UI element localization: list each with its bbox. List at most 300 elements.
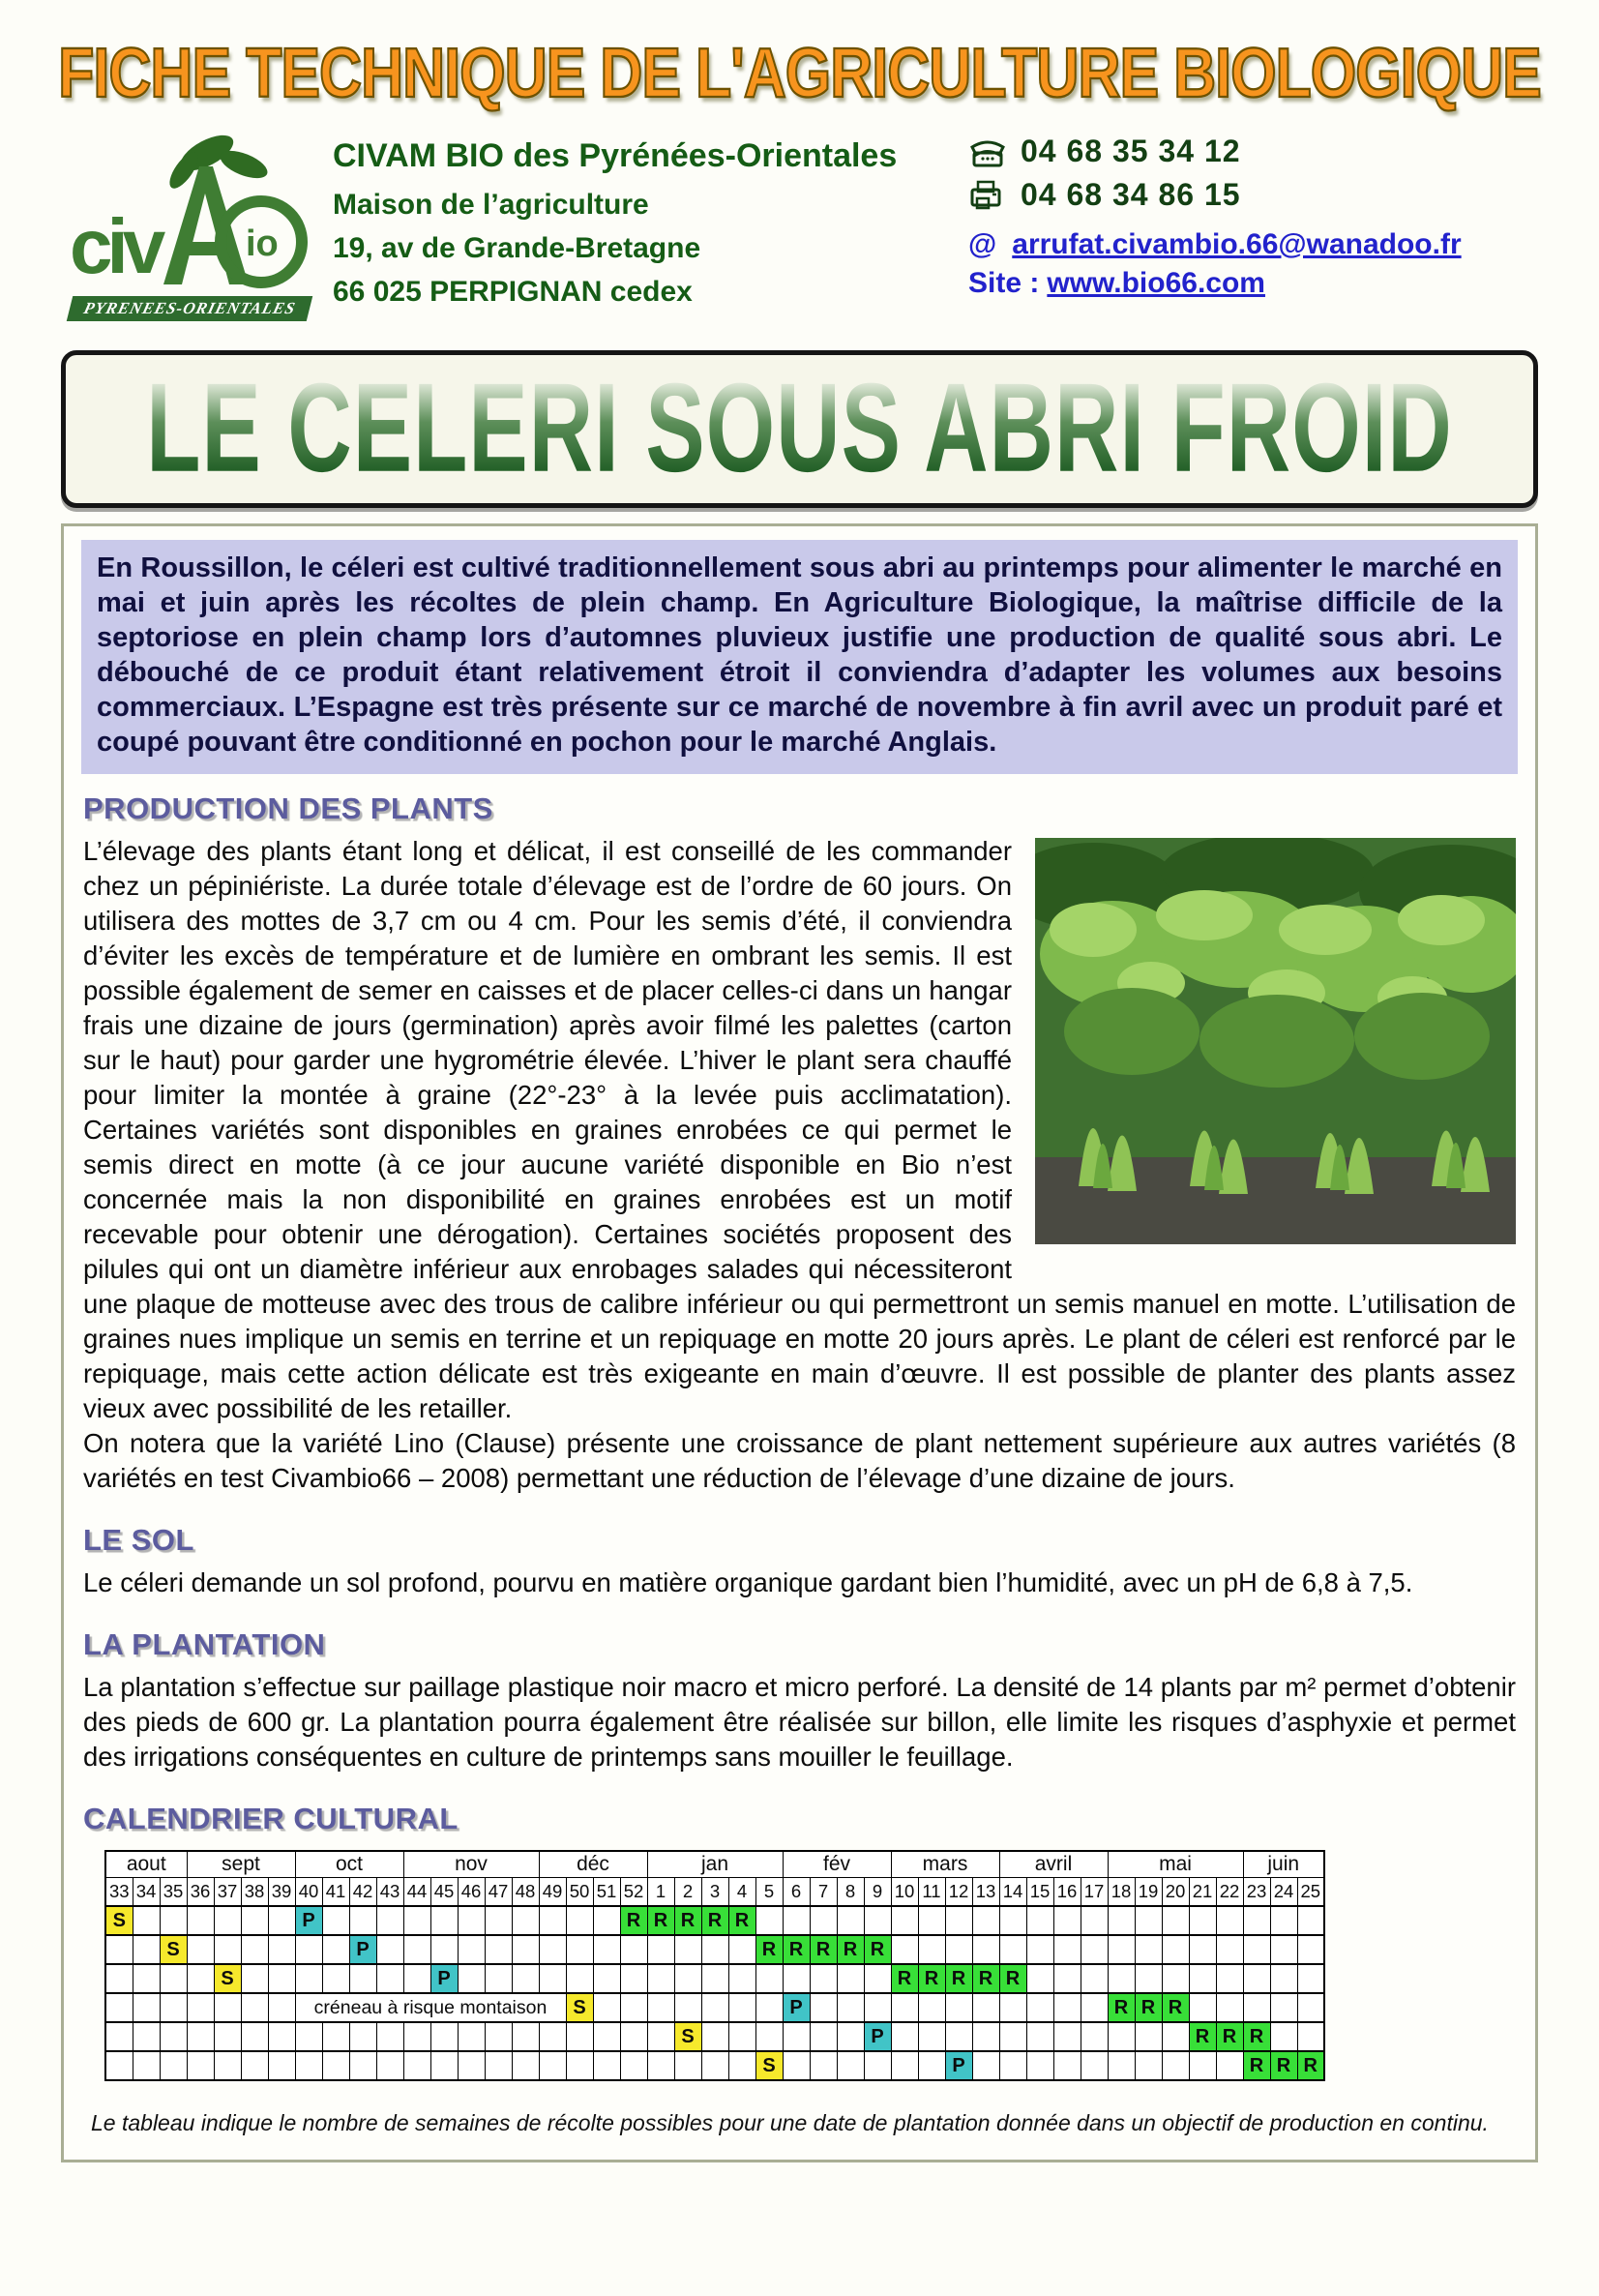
calendar-week-16: 16: [1053, 1877, 1081, 1906]
calendar-cell-r1-w7: [810, 1906, 837, 1935]
calendar-cell-r4-w7: [810, 1993, 837, 2022]
calendar-cell-r1-w41: [322, 1906, 349, 1935]
logo-region-label: PYRENEES-ORIENTALES: [67, 296, 312, 321]
calendar-month-fév: fév: [783, 1851, 891, 1877]
calendar-cell-r2-w6: R: [783, 1935, 810, 1964]
calendar-cell-r5-w16: [1053, 2022, 1081, 2051]
phone-line: [968, 134, 1529, 169]
calendar-week-38: 38: [241, 1877, 268, 1906]
calendar-cell-r2-w41: [322, 1935, 349, 1964]
calendar-cell-r2-w44: [403, 1935, 430, 1964]
calendar-cell-r1-w16: [1053, 1906, 1081, 1935]
calendar-month-mai: mai: [1108, 1851, 1243, 1877]
calendar-cell-r2-w37: [214, 1935, 241, 1964]
calendar-cell-r2-w10: [891, 1935, 918, 1964]
calendar-cell-r4-w11: [918, 1993, 945, 2022]
calendar-month-oct: oct: [295, 1851, 403, 1877]
calendar-cell-r6-w42: [349, 2051, 376, 2080]
calendar-cell-r2-w45: [430, 1935, 458, 1964]
calendar-cell-r2-w13: [972, 1935, 999, 1964]
calendar-cell-r6-w7: [810, 2051, 837, 2080]
calendar-cell-r5-w19: [1135, 2022, 1162, 2051]
calendar-cell-r5-w11: [918, 2022, 945, 2051]
calendar-cell-r5-w51: [593, 2022, 620, 2051]
org-address-line3: 66 025 PERPIGNAN cedex: [333, 276, 693, 308]
calendar-cell-r4-w18: R: [1108, 1993, 1135, 2022]
calendar-week-1: 1: [647, 1877, 674, 1906]
calendar-week-2: 2: [674, 1877, 701, 1906]
calendar-cell-r4-w23: [1243, 1993, 1270, 2022]
calendar-cell-r2-w36: [187, 1935, 214, 1964]
calendar-cell-r5-w10: [891, 2022, 918, 2051]
calendar-cell-r3-w1: [647, 1964, 674, 1993]
calendar-cell-r2-w22: [1216, 1935, 1243, 1964]
calendar-week-36: 36: [187, 1877, 214, 1906]
calendar-cell-r3-w25: [1297, 1964, 1324, 1993]
calendar-cell-r2-w20: [1162, 1935, 1189, 1964]
calendar-cell-r1-w4: R: [728, 1906, 755, 1935]
calendar-cell-r2-w34: [133, 1935, 160, 1964]
calendar-week-11: 11: [918, 1877, 945, 1906]
org-info: [333, 128, 897, 321]
calendar-cell-r3-w14: R: [999, 1964, 1026, 1993]
calendar-cell-r3-w43: [376, 1964, 403, 1993]
plantation-body: La plantation s’effectue sur paillage plastique noir macro et micro perforé. La densité de 14 plants par m² permet d’obtenir des pieds de 600 gr. La plantation pourra également être réalisée sur billon, elle limite les risques d’asphyxie et permet des irrigations conséquentes en culture de printemps sans mouiller le feuillage.: [83, 1672, 1516, 1773]
calendar-cell-r6-w15: [1026, 2051, 1053, 2080]
fax-line: [968, 177, 1529, 213]
calendar-cell-r6-w36: [187, 2051, 214, 2080]
calendar-cell-r6-w16: [1053, 2051, 1081, 2080]
calendar-cell-r1-w39: [268, 1906, 295, 1935]
calendar-cell-r3-w40: [295, 1964, 322, 1993]
calendar-cell-r3-w4: [728, 1964, 755, 1993]
document-title: LE CELERI SOUS ABRI FROID: [146, 357, 1453, 501]
calendar-cell-r6-w50: [566, 2051, 593, 2080]
production-para2: On notera que la variété Lino (Clause) présente une croissance de plant nettement supérieure aux autres variétés (8 variétés en test Civambio66 – 2008) permettant une réduction de l’élevage d’une dizaine de jours.: [83, 1427, 1516, 1493]
calendar-week-48: 48: [512, 1877, 539, 1906]
calendar-cell-r3-w9: [864, 1964, 891, 1993]
calendar-cell-r2-w25: [1297, 1935, 1324, 1964]
calendar-week-46: 46: [458, 1877, 485, 1906]
calendar-week-5: 5: [755, 1877, 783, 1906]
calendar-cell-r4-w13: [972, 1993, 999, 2022]
calendar-cell-r2-w19: [1135, 1935, 1162, 1964]
calendar-cell-r5-w7: [810, 2022, 837, 2051]
calendar-cell-r2-w8: R: [837, 1935, 864, 1964]
calendar-cell-r5-w8: [837, 2022, 864, 2051]
calendar-cell-r5-w1: [647, 2022, 674, 2051]
phone-number: 04 68 35 34 12: [1021, 134, 1241, 168]
calendar-week-43: 43: [376, 1877, 403, 1906]
calendar-cell-r1-w18: [1108, 1906, 1135, 1935]
calendar-cell-r5-w48: [512, 2022, 539, 2051]
calendar-cell-r1-w10: [891, 1906, 918, 1935]
site-line: [968, 267, 1529, 300]
calendar-cell-r6-w21: [1189, 2051, 1216, 2080]
calendar-cell-r3-w20: [1162, 1964, 1189, 1993]
calendar-week-4: 4: [728, 1877, 755, 1906]
calendar-week-34: 34: [133, 1877, 160, 1906]
calendar-week-15: 15: [1026, 1877, 1053, 1906]
calendar-cell-r6-w45: [430, 2051, 458, 2080]
calendar-cell-r5-w43: [376, 2022, 403, 2051]
calendar-week-18: 18: [1108, 1877, 1135, 1906]
calendar-cell-r3-w38: [241, 1964, 268, 1993]
calendar-cell-r3-w2: [674, 1964, 701, 1993]
calendar-cell-r1-w22: [1216, 1906, 1243, 1935]
calendar-cell-r2-w12: [945, 1935, 972, 1964]
calendar-cell-r4-w6: P: [783, 1993, 810, 2022]
calendar-cell-r1-w12: [945, 1906, 972, 1935]
calendar-cell-r4-w37: [214, 1993, 241, 2022]
calendar-cell-r6-w2: [674, 2051, 701, 2080]
calendar-week-23: 23: [1243, 1877, 1270, 1906]
calendar-cell-r3-w13: R: [972, 1964, 999, 1993]
calendar-cell-r2-w50: [566, 1935, 593, 1964]
calendar-cell-r2-w5: R: [755, 1935, 783, 1964]
calendar-cell-r1-w21: [1189, 1906, 1216, 1935]
calendar-cell-r1-w46: [458, 1906, 485, 1935]
calendar-cell-r1-w25: [1297, 1906, 1324, 1935]
calendar-cell-r6-w10: [891, 2051, 918, 2080]
calendar-cell-r5-w44: [403, 2022, 430, 2051]
calendar-cell-r1-w9: [864, 1906, 891, 1935]
site-label: Site :: [968, 267, 1040, 299]
calendar-cell-r3-w52: [620, 1964, 647, 1993]
calendar-cell-r3-w33: [105, 1964, 133, 1993]
calendar-cell-r2-w33: [105, 1935, 133, 1964]
calendar-cell-r5-w15: [1026, 2022, 1053, 2051]
calendar-cell-r6-w40: [295, 2051, 322, 2080]
calendar-cell-r1-w48: [512, 1906, 539, 1935]
calendar-week-45: 45: [430, 1877, 458, 1906]
calendar-cell-r5-w9: P: [864, 2022, 891, 2051]
calendar-week-39: 39: [268, 1877, 295, 1906]
calendar-cell-r6-w19: [1135, 2051, 1162, 2080]
calendar-cell-r2-w2: [674, 1935, 701, 1964]
calendar-month-avril: avril: [999, 1851, 1108, 1877]
calendar-week-7: 7: [810, 1877, 837, 1906]
calendar-cell-r3-w48: [512, 1964, 539, 1993]
calendar-cell-r6-w1: [647, 2051, 674, 2080]
calendar-cell-r2-w15: [1026, 1935, 1053, 1964]
calendar-cell-r2-w7: R: [810, 1935, 837, 1964]
production-body: [83, 834, 1516, 1496]
calendar-cell-r6-w12: P: [945, 2051, 972, 2080]
svg-text:civ: civ: [70, 203, 161, 289]
calendar-cell-r4-w36: [187, 1993, 214, 2022]
calendar-cell-r1-w51: [593, 1906, 620, 1935]
celery-field-photo: [1035, 838, 1516, 1244]
calendar-week-8: 8: [837, 1877, 864, 1906]
calendar-cell-r6-w23: R: [1243, 2051, 1270, 2080]
calendar-week-3: 3: [701, 1877, 728, 1906]
calendar-cell-r5-w47: [485, 2022, 512, 2051]
calendar-cell-r3-w3: [701, 1964, 728, 1993]
calendar-cell-r4-w15: [1026, 1993, 1053, 2022]
calendar-cell-r5-w39: [268, 2022, 295, 2051]
calendar-cell-r1-w24: [1270, 1906, 1297, 1935]
calendar-cell-r1-w8: [837, 1906, 864, 1935]
calendar-cell-r2-w23: [1243, 1935, 1270, 1964]
calendar-cell-r1-w23: [1243, 1906, 1270, 1935]
calendar-cell-r2-w47: [485, 1935, 512, 1964]
calendar-week-44: 44: [403, 1877, 430, 1906]
calendar-cell-r2-w49: [539, 1935, 566, 1964]
calendar-cell-r3-w37: S: [214, 1964, 241, 1993]
calendar-cell-r5-w21: R: [1189, 2022, 1216, 2051]
calendar-week-9: 9: [864, 1877, 891, 1906]
calendar-cell-r2-w48: [512, 1935, 539, 1964]
calendar-cell-r6-w47: [485, 2051, 512, 2080]
calendar-cell-r4-w25: [1297, 1993, 1324, 2022]
calendar-cell-r5-w3: [701, 2022, 728, 2051]
calendar-cell-r1-w34: [133, 1906, 160, 1935]
calendar-cell-r6-w37: [214, 2051, 241, 2080]
calendar-cell-r2-w21: [1189, 1935, 1216, 1964]
calendar-cell-r1-w52: R: [620, 1906, 647, 1935]
calendar-cell-r3-w19: [1135, 1964, 1162, 1993]
calendar-cell-r6-w20: [1162, 2051, 1189, 2080]
calendar-cell-r5-w46: [458, 2022, 485, 2051]
calendar-cell-r4-w14: [999, 1993, 1026, 2022]
calendar-cell-r2-w35: S: [160, 1935, 187, 1964]
content-box: [61, 523, 1538, 2162]
calendar-cell-r5-w23: R: [1243, 2022, 1270, 2051]
header: [70, 128, 1529, 321]
calendar-cell-r4-w4: [728, 1993, 755, 2022]
calendar-cell-r5-w24: [1270, 2022, 1297, 2051]
calendar-cell-r4-w10: [891, 1993, 918, 2022]
calendar-week-47: 47: [485, 1877, 512, 1906]
calendar-cell-r6-w24: R: [1270, 2051, 1297, 2080]
calendar-cell-r2-w17: [1081, 1935, 1108, 1964]
calendar-cell-r3-w50: [566, 1964, 593, 1993]
calendar-cell-r1-w45: [430, 1906, 458, 1935]
calendar-cell-r6-w14: [999, 2051, 1026, 2080]
calendar-cell-r3-w12: R: [945, 1964, 972, 1993]
calendar-month-nov: nov: [403, 1851, 539, 1877]
calendar-cell-r6-w51: [593, 2051, 620, 2080]
calendar-cell-r6-w13: [972, 2051, 999, 2080]
calendar-cell-r6-w6: [783, 2051, 810, 2080]
calendar-cell-r5-w40: [295, 2022, 322, 2051]
calendar-cell-r6-w25: R: [1297, 2051, 1324, 2080]
calendar-cell-r6-w49: [539, 2051, 566, 2080]
calendar-cell-r2-w11: [918, 1935, 945, 1964]
calendar-cell-r3-w51: [593, 1964, 620, 1993]
calendar-cell-r6-w34: [133, 2051, 160, 2080]
calendar-month-juin: juin: [1243, 1851, 1324, 1877]
calendar-month-mars: mars: [891, 1851, 999, 1877]
calendar-week-13: 13: [972, 1877, 999, 1906]
fax-icon: [968, 179, 1007, 212]
calendar-cell-r3-w16: [1053, 1964, 1081, 1993]
calendar-cell-r1-w13: [972, 1906, 999, 1935]
calendar-cell-r2-w46: [458, 1935, 485, 1964]
calendar-cell-r4-w1: [647, 1993, 674, 2022]
section-heading-sol: LE SOL: [83, 1523, 194, 1558]
calendar-cell-r6-w43: [376, 2051, 403, 2080]
calendar-month-déc: déc: [539, 1851, 647, 1877]
phone-icon: [968, 135, 1007, 168]
calendar-cell-r6-w52: [620, 2051, 647, 2080]
calendar-cell-r1-w11: [918, 1906, 945, 1935]
calendar-cell-r3-w35: [160, 1964, 187, 1993]
site-link[interactable]: www.bio66.com: [1047, 267, 1265, 299]
org-address-line2: 19, av de Grande-Bretagne: [333, 232, 701, 264]
calendar-caption: Le tableau indique le nombre de semaines de récolte possibles pour une date de plantation donnée dans un objectif de production en continu.: [91, 2110, 1489, 2136]
calendar-cell-r6-w5: S: [755, 2051, 783, 2080]
calendar-cell-r3-w17: [1081, 1964, 1108, 1993]
calendar-week-42: 42: [349, 1877, 376, 1906]
calendar-cell-r6-w18: [1108, 2051, 1135, 2080]
calendar-cell-r5-w5: [755, 2022, 783, 2051]
calendar-cell-r4-w19: R: [1135, 1993, 1162, 2022]
calendar-week-33: 33: [105, 1877, 133, 1906]
svg-text:io: io: [246, 224, 279, 264]
calendar-cell-r4-w21: [1189, 1993, 1216, 2022]
calendar-cell-r6-w44: [403, 2051, 430, 2080]
calendar-cell-r2-w51: [593, 1935, 620, 1964]
calendar-cell-r2-w4: [728, 1935, 755, 1964]
org-address-line1: Maison de l’agriculture: [333, 189, 649, 221]
section-heading-plantation: LA PLANTATION: [83, 1627, 326, 1662]
calendar-cell-r1-w38: [241, 1906, 268, 1935]
calendar-cell-r1-w20: [1162, 1906, 1189, 1935]
calendar-cell-r1-w6: [783, 1906, 810, 1935]
calendar-cell-r1-w1: R: [647, 1906, 674, 1935]
calendar-cell-r4-w3: [701, 1993, 728, 2022]
at-icon: @: [968, 228, 997, 260]
calendar-cell-r6-w46: [458, 2051, 485, 2080]
calendar-cell-r5-w4: [728, 2022, 755, 2051]
calendar-week-24: 24: [1270, 1877, 1297, 1906]
calendar-week-49: 49: [539, 1877, 566, 1906]
calendar-cell-r1-w42: [349, 1906, 376, 1935]
calendar-month-jan: jan: [647, 1851, 783, 1877]
calendar-cell-r4-w35: [160, 1993, 187, 2022]
calendar-cell-r6-w38: [241, 2051, 268, 2080]
calendar-week-22: 22: [1216, 1877, 1243, 1906]
calendar-cell-r1-w17: [1081, 1906, 1108, 1935]
calendar-cell-r5-w34: [133, 2022, 160, 2051]
calendar-cell-r1-w40: P: [295, 1906, 322, 1935]
calendar-cell-r6-w22: [1216, 2051, 1243, 2080]
calendar-cell-r5-w18: [1108, 2022, 1135, 2051]
calendar-cell-r2-w9: R: [864, 1935, 891, 1964]
calendar-cell-r1-w14: [999, 1906, 1026, 1935]
calendar-cell-r6-w9: [864, 2051, 891, 2080]
calendar-cell-r5-w50: [566, 2022, 593, 2051]
calendar-table: [104, 1850, 1325, 2081]
calendar-cell-r1-w37: [214, 1906, 241, 1935]
calendar-cell-r3-w22: [1216, 1964, 1243, 1993]
calendar-month-aout: aout: [105, 1851, 187, 1877]
calendar-cell-r4-w52: [620, 1993, 647, 2022]
calendar-week-25: 25: [1297, 1877, 1324, 1906]
calendar-cell-r1-w35: [160, 1906, 187, 1935]
calendar-cell-r3-w23: [1243, 1964, 1270, 1993]
calendar-week-6: 6: [783, 1877, 810, 1906]
email-link[interactable]: arrufat.civambio.66@wanadoo.fr: [1012, 228, 1462, 260]
calendar-cell-r6-w35: [160, 2051, 187, 2080]
section-heading-production: PRODUCTION DES PLANTS: [83, 790, 493, 825]
calendar-cell-r2-w3: [701, 1935, 728, 1964]
calendar-cell-r2-w16: [1053, 1935, 1081, 1964]
calendar-cell-r5-w52: [620, 2022, 647, 2051]
calendar-cell-r5-w25: [1297, 2022, 1324, 2051]
calendar-cell-r5-w17: [1081, 2022, 1108, 2051]
calendar-cell-r4-w16: [1053, 1993, 1081, 2022]
calendar-week-21: 21: [1189, 1877, 1216, 1906]
calendar-week-41: 41: [322, 1877, 349, 1906]
calendar-cell-r3-w18: [1108, 1964, 1135, 1993]
calendar-week-37: 37: [214, 1877, 241, 1906]
calendar-cell-r5-w22: R: [1216, 2022, 1243, 2051]
calendar-cell-r1-w47: [485, 1906, 512, 1935]
calendar-cell-r4-w17: [1081, 1993, 1108, 2022]
calendar-cell-r6-w39: [268, 2051, 295, 2080]
fax-number: 04 68 34 86 15: [1021, 177, 1241, 212]
calendar-cell-r5-w45: [430, 2022, 458, 2051]
calendar-cell-r1-w5: [755, 1906, 783, 1935]
calendar-cell-r4-w8: [837, 1993, 864, 2022]
calendar-cell-r2-w14: [999, 1935, 1026, 1964]
calendar-week-10: 10: [891, 1877, 918, 1906]
calendar-cell-r4-w38: [241, 1993, 268, 2022]
calendar-cell-r4-w24: [1270, 1993, 1297, 2022]
calendar-week-17: 17: [1081, 1877, 1108, 1906]
calendar-cell-r6-w33: [105, 2051, 133, 2080]
calendar-cell-r6-w17: [1081, 2051, 1108, 2080]
intro-paragraph: En Roussillon, le céleri est cultivé traditionnellement sous abri au printemps pour alimenter le marché en mai et juin après les récoltes de plein champ. En Agriculture Biologique, la maîtrise difficile de la septoriose en plein champ lors d’automnes pluvieux justifie une production de qualité sous abri. Le débouché de ce produit étant relativement étroit il conviendra d’adapter les volumes aux besoins commerciaux. L’Espagne est très présente sur ce marché de novembre à fin avril avec un produit paré et coupé pouvant être conditionné en pochon pour le marché Anglais.: [81, 540, 1518, 774]
calendar-cell-r4-w34: [133, 1993, 160, 2022]
calendar-cell-r5-w41: [322, 2022, 349, 2051]
calendar-cell-r5-w12: [945, 2022, 972, 2051]
calendar-cell-r1-w33: S: [105, 1906, 133, 1935]
calendar-cell-r3-w21: [1189, 1964, 1216, 1993]
calendar-cell-r4-w12: [945, 1993, 972, 2022]
calendar-cell-r6-w48: [512, 2051, 539, 2080]
calendar-week-40: 40: [295, 1877, 322, 1906]
calendar-cell-r3-w24: [1270, 1964, 1297, 1993]
calendar-cell-r2-w43: [376, 1935, 403, 1964]
calendar-cell-r4-w9: [864, 1993, 891, 2022]
calendar-cell-r6-w3: [701, 2051, 728, 2080]
calendar-week-50: 50: [566, 1877, 593, 1906]
calendar-cell-r2-w24: [1270, 1935, 1297, 1964]
calendar-cell-r1-w50: [566, 1906, 593, 1935]
calendar-cell-r2-w39: [268, 1935, 295, 1964]
calendar-cell-r3-w45: P: [430, 1964, 458, 1993]
calendar-cell-r5-w2: S: [674, 2022, 701, 2051]
calendar-cell-r1-w44: [403, 1906, 430, 1935]
calendar-cell-r1-w19: [1135, 1906, 1162, 1935]
email-line: [968, 228, 1529, 261]
calendar-cell-r5-w14: [999, 2022, 1026, 2051]
calendar-cell-r1-w36: [187, 1906, 214, 1935]
calendar-cell-r2-w52: [620, 1935, 647, 1964]
page-title: FICHE TECHNIQUE DE L'AGRICULTURE BIOLOGIQUE: [58, 34, 1541, 112]
calendar-week-52: 52: [620, 1877, 647, 1906]
calendar-cell-r2-w38: [241, 1935, 268, 1964]
calendar-cell-r1-w2: R: [674, 1906, 701, 1935]
calendar-cell-r5-w37: [214, 2022, 241, 2051]
calendar-cell-r1-w49: [539, 1906, 566, 1935]
calendar-cell-r2-w40: [295, 1935, 322, 1964]
calendar-cell-r5-w33: [105, 2022, 133, 2051]
